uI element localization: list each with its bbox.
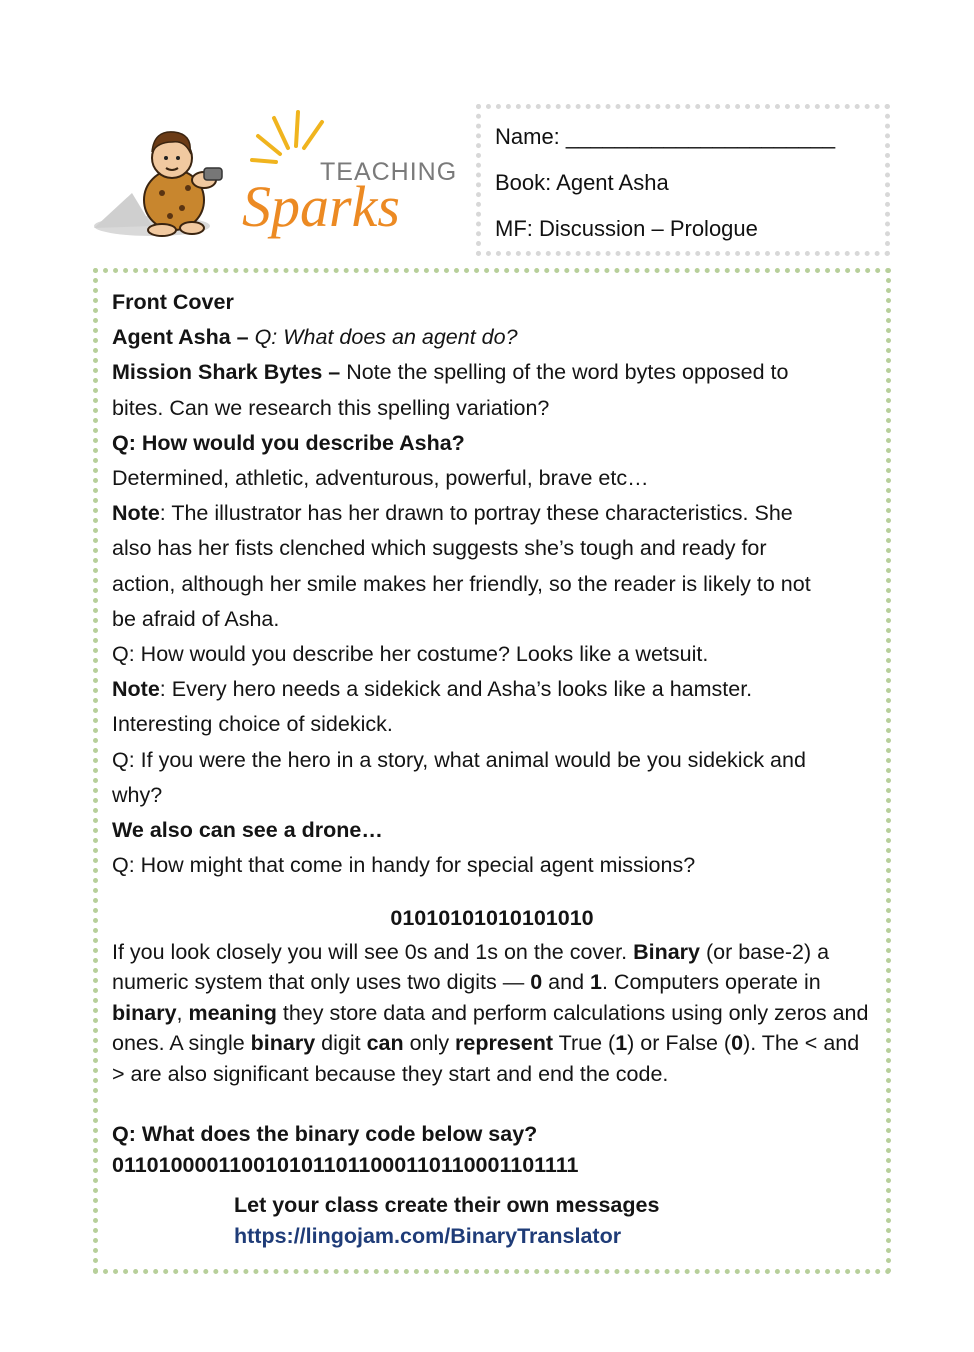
illustrator-note-line4: be afraid of Asha.	[112, 606, 280, 631]
logo-word-teaching: TEACHING	[320, 158, 458, 186]
para-bold: represent	[455, 1031, 554, 1056]
binary-code: 0110100001100101011011000110110001101111	[112, 1152, 579, 1177]
agent-asha-question	[112, 320, 872, 355]
para-bold: 0	[731, 1031, 744, 1056]
drone-question: Q: How might that come in handy for special agent missions?	[112, 853, 696, 878]
hero-question-line1: Q: If you were the hero in a story, what animal would be you sidekick and	[112, 747, 806, 772]
para-bold: binary	[112, 1000, 177, 1025]
discussion-content-box	[93, 268, 891, 1274]
illustrator-note-line3: action, although her smile makes her friendly, so the reader is likely to not	[112, 571, 811, 596]
para-text: ) or False (	[627, 1031, 732, 1056]
hero-question-line2: why?	[112, 782, 163, 807]
para-text: True (	[553, 1031, 616, 1056]
para-text: (or base-2) a numeric system that only uses two digits —	[112, 939, 830, 995]
para-text: digit	[315, 1031, 367, 1056]
para-text: they store data and perform calculations using only zeros and ones. A single	[112, 1000, 869, 1056]
illustrator-note-line1	[112, 496, 872, 531]
describe-asha-answer: Determined, athletic, adventurous, powerful, brave etc…	[112, 466, 649, 491]
para-bold: meaning	[188, 1000, 277, 1025]
para-text: ). The < and > are also significant because they start and end the code.	[112, 1031, 860, 1086]
teaching-sparks-logo	[92, 108, 462, 258]
mission-label: Mission Shark Bytes –	[112, 360, 347, 385]
para-bold: can	[366, 1031, 404, 1056]
para-bold: 1	[590, 970, 602, 995]
sidekick-note-line1	[112, 672, 872, 707]
agent-question-text: Q: What does an agent do?	[254, 325, 518, 350]
costume-question: Q: How would you describe her costume? Looks like a wetsuit.	[112, 642, 709, 667]
binary-code-question: Q: What does the binary code below say?	[112, 1122, 538, 1147]
binary-translator-link[interactable]: https://lingojam.com/BinaryTranslator	[234, 1223, 622, 1248]
section-heading-front-cover: Front Cover	[112, 290, 234, 314]
describe-asha-question: Q: How would you describe Asha?	[112, 430, 465, 455]
mission-note	[112, 355, 872, 390]
note-text: : The illustrator has her drawn to portray these characteristics. She	[159, 501, 793, 526]
note-label: Note	[112, 677, 160, 702]
para-text: only	[403, 1031, 456, 1056]
book-label: Book: Agent Asha	[495, 170, 669, 195]
para-text: ,	[176, 1000, 189, 1025]
class-messages-prompt: Let your class create their own messages	[234, 1193, 660, 1218]
name-field-label[interactable]: Name: ______________________	[495, 124, 836, 149]
para-bold: Binary	[633, 939, 700, 964]
mission-text-line1: Note the spelling of the word bytes opposed to	[346, 360, 789, 385]
para-text: . Computers operate in	[601, 970, 821, 995]
mission-text-line2: bites. Can we research this spelling variation?	[112, 395, 550, 420]
drone-heading: We also can see a drone…	[112, 818, 383, 843]
note-text: : Every hero needs a sidekick and Asha’s looks like a hamster.	[159, 677, 753, 702]
para-text: If you look closely you will see 0s and 1s on the cover.	[112, 939, 634, 964]
student-info-box	[476, 104, 890, 256]
mf-label: MF: Discussion – Prologue	[495, 216, 758, 241]
logo-word-sparks: Sparks	[242, 174, 400, 239]
para-bold: 1	[615, 1031, 628, 1056]
para-bold: 0	[530, 970, 543, 995]
illustrator-note-line2: also has her fists clenched which suggests she’s tough and ready for	[112, 536, 767, 561]
note-label: Note	[112, 501, 160, 526]
binary-title: 01010101010101010	[390, 906, 594, 931]
para-text: and	[542, 970, 591, 995]
binary-translator-link-row	[112, 1221, 872, 1252]
agent-asha-label: Agent Asha –	[112, 325, 255, 350]
sidekick-note-line2: Interesting choice of sidekick.	[112, 712, 393, 737]
binary-paragraph	[112, 937, 872, 1090]
para-bold: binary	[250, 1031, 316, 1056]
